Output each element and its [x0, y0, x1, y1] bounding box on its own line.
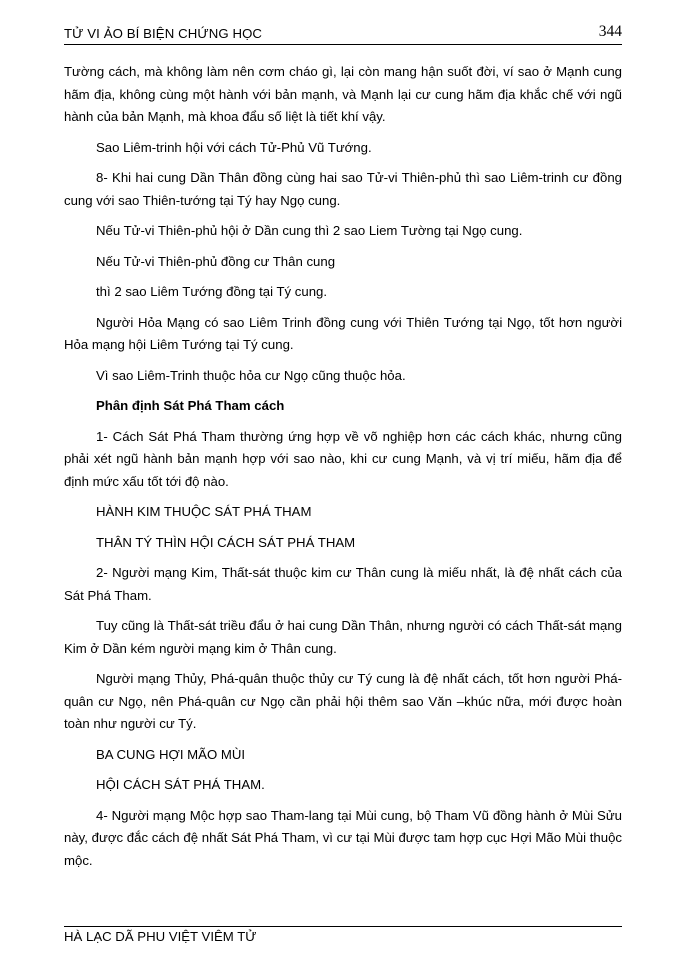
body-paragraph: Vì sao Liêm-Trinh thuộc hỏa cư Ngọ cũng thuộc hỏa. — [96, 367, 406, 383]
header-title: TỬ VI ẢO BÍ BIỆN CHỨNG HỌC — [64, 26, 263, 41]
body-paragraph: 8- Khi hai cung Dần Thân đồng cùng hai sao Tử-vi Thiên-phủ thì sao Liêm-trinh cư đồng cung với sao Thiên-tướng tại Tý hay Ngọ cung. — [64, 170, 622, 208]
header-divider — [64, 44, 622, 45]
body-paragraph: HÀNH KIM THUỘC SÁT PHÁ THAM — [96, 504, 312, 519]
body-paragraph: Tuy cũng là Thất-sát triều đẩu ở hai cung Dần Thân, nhưng người có cách Thất-sát mạng Kim ở Dần kém người mạng kim ở Thân cung. — [64, 618, 622, 656]
body-paragraph: Người mạng Thủy, Phá-quân thuộc thủy cư Tý cung là đệ nhất cách, tốt hơn người Phá-quân cư Ngọ, nên Phá-quân cư Ngọ cần phải hội thêm sao Văn –khúc nữa, mới được hoàn toàn như người cư Tý. — [64, 671, 622, 731]
body-paragraph: Người Hỏa Mạng có sao Liêm Trinh đồng cung với Thiên Tướng tại Ngọ, tốt hơn người Hỏa mạng hội Liêm Tướng tại Tý cung. — [64, 314, 622, 352]
footer-divider — [64, 926, 622, 927]
page-body — [64, 61, 622, 880]
body-paragraph: Nếu Tử-vi Thiên-phủ hội ở Dần cung thì 2 sao Liem Tường tại Ngọ cung. — [96, 223, 523, 238]
body-paragraph: Sao Liêm-trinh hội với cách Tử-Phủ Vũ Tướng. — [96, 139, 372, 155]
page-number: 344 — [598, 23, 622, 40]
section-heading: Phân định Sát Phá Tham cách — [96, 398, 285, 413]
body-paragraph: thì 2 sao Liêm Tướng đồng tại Tý cung. — [96, 284, 328, 299]
body-paragraph: HỘI CÁCH SÁT PHÁ THAM. — [96, 777, 265, 792]
body-paragraph: 4- Người mạng Mộc hợp sao Tham-lang tại Mùi cung, bộ Tham Vũ đồng hành ở Mùi Sửu này, được đắc cách đệ nhất Sát Phá Tham, vì cư tại Mùi được tam hợp cục Hợi Mão Mùi thuộc mộc. — [64, 807, 622, 868]
body-paragraph: Tường cách, mà không làm nên cơm cháo gì, lại còn mang hận suốt đời, ví sao ở Mạnh cung hãm địa, không cùng một hành với bản mạnh, và Mạnh lại cư cung hãm địa khắc chế với ngũ hành của bản Mạnh, mà khoa đẩu số liệt là tiết khí vậy. — [64, 64, 622, 124]
body-paragraph: Nếu Tử-vi Thiên-phủ đồng cư Thân cung — [96, 253, 336, 269]
body-paragraph: THÂN TÝ THÌN HỘI CÁCH SÁT PHÁ THAM — [96, 534, 356, 550]
body-paragraph: 2- Người mạng Kim, Thất-sát thuộc kim cư Thân cung là miếu nhất, là đệ nhất cách của Sát Phá Tham. — [64, 565, 622, 603]
body-paragraph: BA CUNG HỢI MÃO MÙI — [96, 746, 246, 762]
body-paragraph: 1- Cách Sát Phá Tham thường ứng hợp về võ nghiệp hơn các cách khác, nhưng cũng phải xét ngũ hành bản mạnh hợp với sao nào, khi cư cung Mạnh, và vị trí miếu, hãm địa để định mức xấu tốt tới độ nào. — [64, 428, 622, 489]
footer-text: HÀ LẠC DÃ PHU VIỆT VIÊM TỬ — [64, 929, 257, 944]
